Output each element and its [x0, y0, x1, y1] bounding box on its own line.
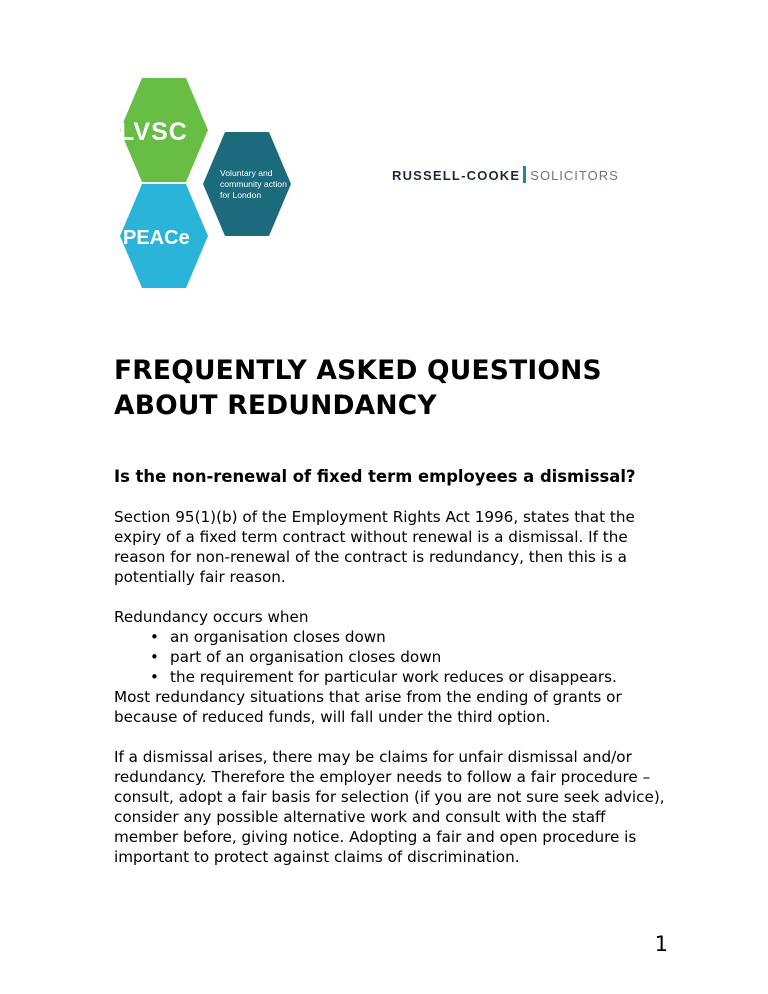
logo-divider	[523, 166, 526, 183]
list-item: • an organisation closes down	[114, 627, 674, 647]
russell-cooke-logo	[392, 166, 619, 184]
paragraph-1: Section 95(1)(b) of the Employment Rights Act 1996, states that the expiry of a fixed term contract without renewal is a dismissal. If the reason for non-renewal of the contract is redundancy, then this is a potentially fair reason.	[114, 508, 635, 586]
list-item: • part of an organisation closes down	[114, 647, 674, 667]
lvsc-tagline-1: Voluntary and	[220, 168, 273, 178]
paragraph-3: If a dismissal arises, there may be claims for unfair dismissal and/or redundancy. Therefore the employer needs to follow a fair procedure – consult, adopt a fair basis for selection (if you are not sure seek advice), consider any possible alternative work and consult with the staff member before, giving notice. Adopting a fair and open procedure is important to protect against claims of discrimination.	[114, 748, 665, 866]
redundancy-list	[114, 627, 674, 687]
title-line-2: ABOUT REDUNDANCY	[114, 390, 437, 421]
lvsc-tagline-2: community action	[220, 179, 287, 189]
question-heading: Is the non-renewal of fixed term employees a dismissal?	[114, 467, 636, 486]
document-title	[114, 353, 674, 423]
paragraph-2: Most redundancy situations that arise from the ending of grants or because of reduced funds, will fall under the third option.	[114, 688, 622, 726]
list-item: • the requirement for particular work reduces or disappears.	[114, 667, 674, 687]
russell-cooke-name: RUSSELL-COOKE	[392, 168, 521, 183]
solicitors-label: SOLICITORS	[530, 168, 619, 183]
lvsc-label: LVSC	[119, 118, 188, 146]
page-number: 1	[654, 932, 668, 956]
lvsc-tagline-3: for London	[220, 190, 262, 200]
lvsc-peace-logo	[100, 76, 340, 290]
document-body	[114, 466, 674, 887]
redundancy-intro: Redundancy occurs when	[114, 608, 309, 626]
title-line-1: FREQUENTLY ASKED QUESTIONS	[114, 355, 602, 386]
peace-label: PEACe	[123, 227, 190, 249]
